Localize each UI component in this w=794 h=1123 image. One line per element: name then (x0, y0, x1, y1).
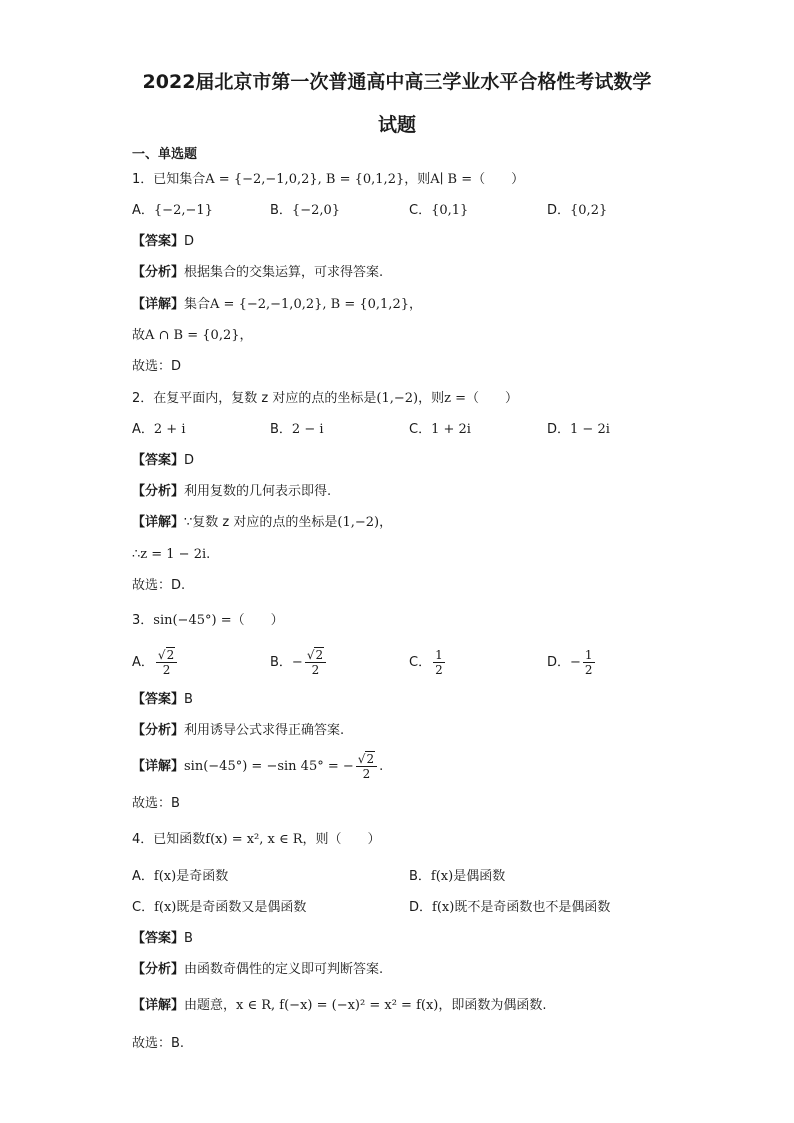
question-3-choice: 故选：B (132, 796, 180, 811)
question-1-detail: 【详解】集合A = {−2,−1,0,2}, B = {0,1,2}， (132, 297, 422, 312)
question-1-choice: 故选：D (132, 359, 182, 374)
question-4-option-c[interactable]: C．f(x)既是奇函数又是偶函数 (132, 900, 307, 915)
question-3-option-d[interactable]: D．− $\frac{1}{2}$ (547, 648, 593, 677)
question-2-choice: 故选：D. (132, 578, 186, 593)
question-4-option-b[interactable]: B．f(x)是偶函数 (409, 869, 506, 884)
question-2-option-a[interactable]: A．2 + i (132, 422, 186, 437)
question-4-option-a[interactable]: A．f(x)是奇函数 (132, 869, 229, 884)
question-1-option-b[interactable]: B．{−2,0} (270, 203, 341, 218)
question-3-analysis: 【分析】利用诱导公式求得正确答案. (132, 723, 345, 738)
question-2-option-d[interactable]: D．1 − 2i (547, 422, 610, 437)
question-4-stem: 4．已知函数f(x) = x², x ∈ R，则（ ） (132, 832, 381, 847)
page-title-line-2: 试题 (377, 114, 416, 136)
question-4-option-d[interactable]: D．f(x)既不是奇函数也不是偶函数 (409, 900, 611, 915)
question-3-option-b[interactable]: B．− $\frac{√2}{2}$ (270, 648, 328, 677)
question-3-answer: 【答案】B (132, 692, 193, 707)
question-2-analysis: 【分析】利用复数的几何表示即得. (132, 484, 332, 499)
question-2-option-c[interactable]: C．1 + 2i (409, 422, 471, 437)
question-2-detail: 【详解】∵复数 z 对应的点的坐标是(1,−2)， (132, 515, 393, 530)
question-2-step: ∴z = 1 − 2i. (132, 547, 211, 562)
question-3-detail: 【详解】sin(−45°) = −sin 45° = − $\frac{√2}{2}$ . (132, 752, 384, 781)
fraction: $\frac{√2}{2}$ (305, 648, 326, 677)
question-3-stem: 3．sin(−45°) =（ ） (132, 613, 284, 628)
fraction: $\frac{√2}{2}$ (156, 648, 177, 677)
fraction: $\frac{√2}{2}$ (356, 752, 377, 781)
question-2-option-b[interactable]: B．2 − i (270, 422, 324, 437)
fraction: $\frac{1}{2}$ (584, 648, 593, 677)
page-title-line-1: 2022届北京市第一次普通高中高三学业水平合格性考试数学 (142, 71, 652, 93)
question-1-option-a[interactable]: A．{−2,−1} (132, 203, 213, 218)
question-4-answer: 【答案】B (132, 931, 193, 946)
question-3-option-c[interactable]: C． $\frac{1}{2}$ (409, 648, 443, 677)
question-1-option-c[interactable]: C．{0,1} (409, 203, 469, 218)
question-3-option-a[interactable]: A． $\frac{√2}{2}$ (132, 648, 179, 677)
question-4-choice: 故选：B. (132, 1036, 185, 1051)
question-4-analysis: 【分析】由函数奇偶性的定义即可判断答案. (132, 962, 384, 977)
question-1-step: 故A ∩ B = {0,2}， (132, 328, 253, 343)
question-1-option-d[interactable]: D．{0,2} (547, 203, 608, 218)
question-4-detail: 【详解】由题意，x ∈ R, f(−x) = (−x)² = x² = f(x)，即函数为偶函数. (132, 998, 547, 1013)
fraction: $\frac{1}{2}$ (435, 648, 443, 677)
question-1-stem: 1．已知集合A = {−2,−1,0,2}, B = {0,1,2}，则A∣ B =（ ） (132, 172, 525, 187)
question-1-analysis: 【分析】根据集合的交集运算，可求得答案. (132, 265, 384, 280)
section-heading: 一、单选题 (132, 147, 198, 162)
question-2-answer: 【答案】D (132, 453, 195, 468)
question-1-answer: 【答案】D (132, 234, 195, 249)
question-2-stem: 2．在复平面内，复数 z 对应的点的坐标是(1,−2)，则z =（ ） (132, 391, 518, 406)
